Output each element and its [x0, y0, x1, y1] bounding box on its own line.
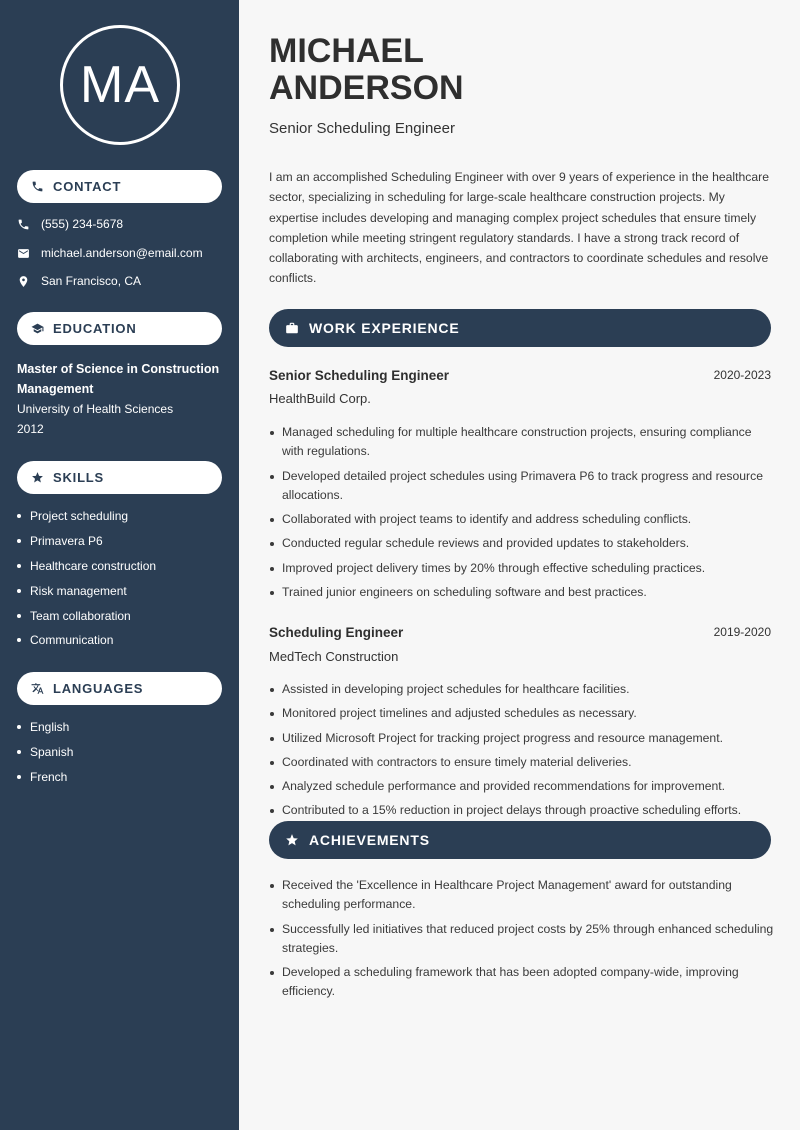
achievement-item: Successfully led initiatives that reduced project costs by 25% through enhanced scheduling strategies. [269, 920, 774, 959]
language-item: English [17, 715, 73, 740]
job-bullet: Managed scheduling for multiple healthcare construction projects, ensuring compliance with regulations. [269, 423, 774, 462]
contact-heading [17, 170, 222, 203]
job-bullet: Collaborated with project teams to identify and address scheduling conflicts. [269, 510, 774, 529]
skill-item: Primavera P6 [17, 529, 156, 554]
skill-item: Risk management [17, 578, 156, 603]
skills-heading [17, 461, 222, 494]
job-2-company: MedTech Construction [269, 649, 399, 664]
job-1-company: HealthBuild Corp. [269, 391, 371, 406]
phone-icon [17, 218, 30, 231]
job-bullet: Developed detailed project schedules using Primavera P6 to track progress and resource allocations. [269, 467, 774, 506]
job-1-dates: 2020-2023 [713, 368, 771, 382]
skills-list [17, 504, 156, 653]
job-bullet: Conducted regular schedule reviews and provided updates to stakeholders. [269, 534, 774, 553]
education-year: 2012 [17, 422, 44, 436]
education-heading-label: EDUCATION [53, 321, 137, 336]
full-name [269, 33, 464, 107]
skill-item: Communication [17, 628, 156, 653]
email-text[interactable]: michael.anderson@email.com [41, 246, 203, 260]
sidebar [0, 0, 239, 1130]
achievement-item: Developed a scheduling framework that has been adopted company-wide, improving efficiency. [269, 963, 774, 1002]
job-2-dates: 2019-2020 [713, 625, 771, 639]
languages-heading-label: LANGUAGES [53, 681, 144, 696]
languages-heading [17, 672, 222, 705]
initials-avatar: MA [60, 25, 180, 145]
name-last: ANDERSON [269, 69, 464, 107]
star-icon [285, 833, 299, 847]
location-text: San Francisco, CA [41, 274, 142, 288]
name-first: MICHAEL [269, 32, 424, 70]
achievement-item: Received the 'Excellence in Healthcare Project Management' award for outstanding scheduling performance. [269, 876, 774, 915]
work-experience-heading [269, 309, 771, 347]
job-bullet: Utilized Microsoft Project for tracking project progress and resource management. [269, 729, 774, 748]
job-2-title: Scheduling Engineer [269, 625, 404, 640]
profile-summary: I am an accomplished Scheduling Engineer with over 9 years of experience in the healthcare sector, specializing in scheduling for large-scale healthcare construction projects. My expertise includes developing and managing complex project schedules that ensure timely completion while meeting stringent regulatory standards. I have a strong track record of collaborating with architects, engineers, and contractors to coordinate schedules and resolve conflicts. [269, 170, 769, 286]
job-1-bullets [269, 423, 774, 607]
job-bullet: Trained junior engineers on scheduling software and best practices. [269, 583, 774, 602]
main-content [239, 0, 800, 1130]
skill-item: Project scheduling [17, 504, 156, 529]
graduation-cap-icon [31, 322, 44, 335]
language-item: Spanish [17, 740, 73, 765]
location-pin-icon [17, 275, 30, 288]
contact-email [17, 246, 203, 260]
job-bullet: Monitored project timelines and adjusted schedules as necessary. [269, 704, 774, 723]
job-bullet: Analyzed schedule performance and provided recommendations for improvement. [269, 777, 774, 796]
achievements-label: ACHIEVEMENTS [309, 832, 430, 848]
work-experience-label: WORK EXPERIENCE [309, 320, 460, 336]
skill-item: Team collaboration [17, 603, 156, 628]
star-icon [31, 471, 44, 484]
languages-list [17, 715, 73, 789]
education-school: University of Health Sciences [17, 402, 174, 416]
briefcase-icon [285, 321, 299, 335]
phone-text[interactable]: (555) 234-5678 [41, 217, 124, 231]
job-bullet: Improved project delivery times by 20% through effective scheduling practices. [269, 559, 774, 578]
education-heading [17, 312, 222, 345]
contact-heading-label: CONTACT [53, 179, 122, 194]
contact-location [17, 274, 141, 288]
language-item: French [17, 765, 73, 790]
job-bullet: Contributed to a 15% reduction in project delays through proactive scheduling efforts. [269, 801, 774, 820]
mail-icon [17, 247, 30, 260]
contact-phone [17, 217, 123, 231]
job-bullet: Coordinated with contractors to ensure timely material deliveries. [269, 753, 774, 772]
job-2-bullets [269, 680, 774, 826]
job-title-heading: Senior Scheduling Engineer [269, 120, 455, 137]
skills-heading-label: SKILLS [53, 470, 105, 485]
skill-item: Healthcare construction [17, 554, 156, 579]
job-1-title: Senior Scheduling Engineer [269, 368, 450, 383]
achievements-heading [269, 821, 771, 859]
job-bullet: Assisted in developing project schedules for healthcare facilities. [269, 680, 774, 699]
translate-icon [31, 682, 44, 695]
phone-icon [31, 180, 44, 193]
education-degree: Master of Science in Construction Management [17, 362, 220, 396]
achievements-list [269, 876, 774, 1007]
